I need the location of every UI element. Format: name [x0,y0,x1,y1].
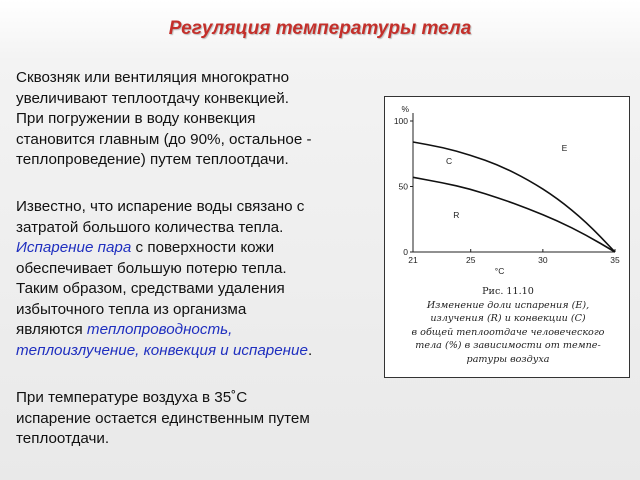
series-line-c [413,177,615,252]
region-label-c: C [446,156,453,167]
heat-loss-chart [385,97,628,282]
paragraph-convection [16,68,376,171]
text-fragment: с поверхности кожи [131,239,275,256]
text-line: затратой большого количества тепла. [16,218,284,236]
x-tick-label: 30 [538,255,548,265]
x-axis-label: °C [494,266,505,276]
y-tick-label: 0 [403,247,408,257]
figure-caption [389,285,627,366]
text-line: увеличивают теплоотдачу конвекцией. [16,89,289,107]
caption-line: ратуры воздуха [466,353,550,365]
caption-text [389,299,627,367]
paragraph-evaporation [16,197,376,361]
text-line: теплоотдачи. [16,430,110,447]
highlight-term: теплоизлучение, конвекция и испарение [16,341,308,359]
text-fragment: . [307,341,313,359]
caption-line: в общей теплоотдаче человеческого [411,326,605,338]
text-line: Сквозняк или вентиляция многократно [16,69,290,86]
caption-line: тела (%) в зависимости от темпе- [415,340,601,351]
text-line: избыточного тепла из организма [16,300,247,318]
paragraph-35-degrees [16,388,376,450]
text-fragment: являются [16,321,87,338]
y-tick-label: 50 [398,181,408,192]
region-label-r: R [453,209,460,220]
text-line [16,341,376,362]
highlight-term: теплопроводность, [86,321,233,338]
slide-title: Регуляция температуры тела [168,18,472,39]
x-tick-label: 21 [408,255,418,265]
text-line: обеспечивает большую потерю тепла. [16,259,287,277]
text-line [16,320,376,341]
text-line [16,238,376,259]
text-line: При погружении в воду конвекция [16,110,256,127]
highlight-term: Испарение пара [16,239,132,256]
y-tick-label: 100 [393,116,408,126]
x-tick-label: 25 [465,255,476,265]
figure-box [384,96,630,378]
text-line: теплопроведение) путем теплоотдачи. [16,151,289,168]
caption-line: излучения (R) и конвекции (C) [430,313,586,324]
x-tick-label: 35 [610,255,620,265]
caption-number: Рис. 11.10 [482,286,534,297]
y-axis-label: % [401,104,409,114]
text-line: Таким образом, средствами удаления [16,280,285,297]
text-line: При температуре воздуха в 35˚С [16,389,248,406]
caption-line: Изменение доли испарения (E), [426,299,590,311]
region-label-e: E [561,143,568,154]
text-line: становится главным (до 90%, остальное - [16,130,312,148]
text-line: Известно, что испарение воды связано с [16,198,305,215]
series-line-e [413,142,615,252]
text-line: испарение остается единственным путем [16,409,310,427]
